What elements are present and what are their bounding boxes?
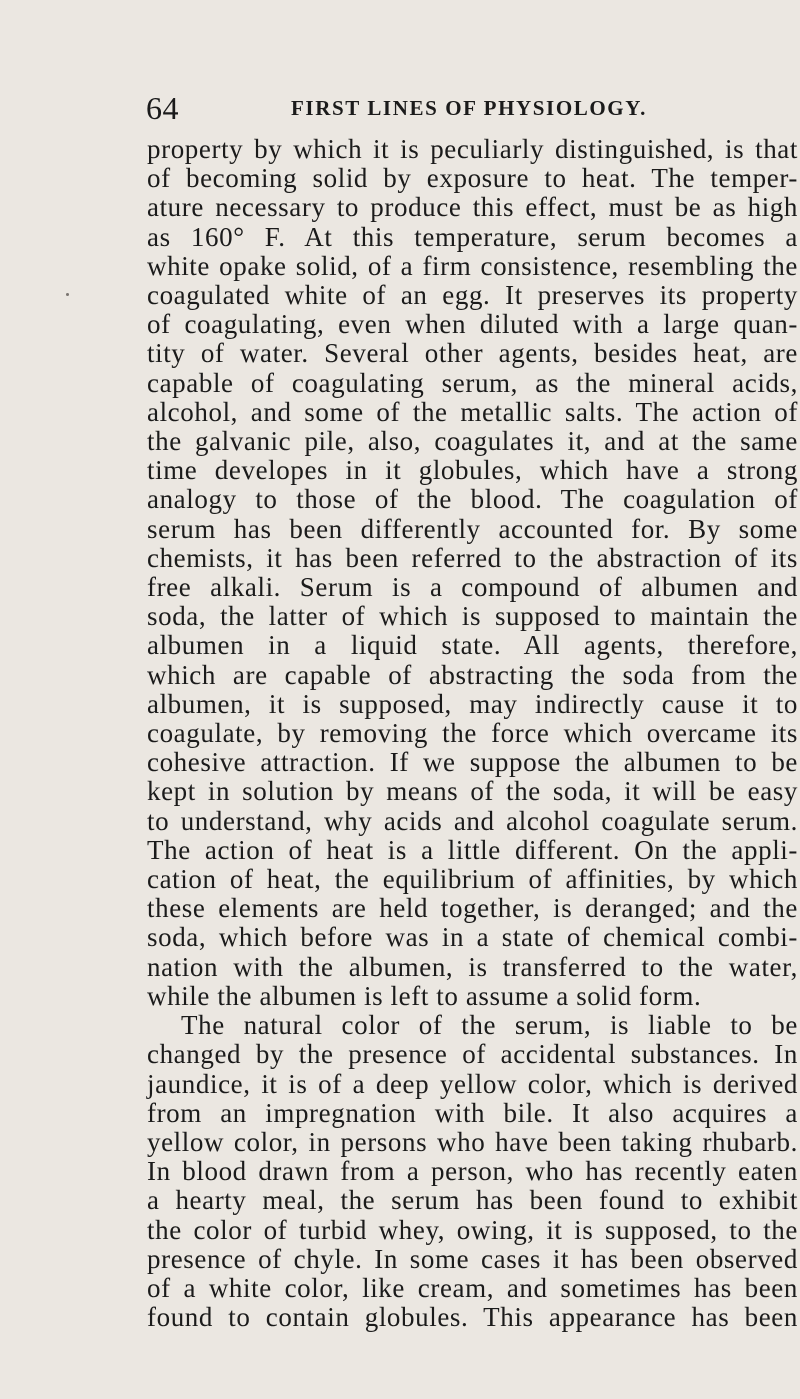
text-line: coagulate, by removing the force which overcame its <box>147 718 798 749</box>
text-line: a hearty meal, the serum has been found to exhibit <box>147 1185 798 1216</box>
text-line: found to contain globules. This appearance has been <box>147 1302 798 1333</box>
text-line: cohesive attraction. If we suppose the albumen to be <box>147 747 798 778</box>
text-line: cation of heat, the equilibrium of affinities, by which <box>147 864 798 895</box>
text-line: ature necessary to produce this effect, must be as high <box>147 192 798 223</box>
text-line: kept in solution by means of the soda, it will be easy <box>147 776 798 807</box>
text-line: serum has been differently accounted for. By some <box>147 513 798 544</box>
page-speck <box>66 293 69 296</box>
text-line: soda, the latter of which is supposed to maintain the <box>147 601 798 632</box>
text-line: which are capable of abstracting the soda from the <box>147 659 798 690</box>
text-line: as 160° F. At this temperature, serum becomes a <box>147 221 798 252</box>
text-line: from an impregnation with bile. It also acquires a <box>147 1097 798 1128</box>
text-line: soda, which before was in a state of chemical combi- <box>147 922 798 953</box>
paragraph-end-line: while the albumen is left to assume a solid form. <box>147 980 702 1011</box>
text-line: of a white color, like cream, and sometimes has been <box>147 1272 798 1303</box>
text-line: In blood drawn from a person, who has recently eaten <box>147 1156 798 1187</box>
text-line: jaundice, it is of a deep yellow color, which is derived <box>147 1068 798 1099</box>
paragraph-start-line: The natural color of the serum, is liable to be <box>181 1010 798 1041</box>
text-line: nation with the albumen, is transferred to the water, <box>147 951 798 982</box>
text-line: free alkali. Serum is a compound of albumen and <box>147 572 798 603</box>
page-number: 64 <box>146 90 179 126</box>
text-line: changed by the presence of accidental substances. In <box>147 1039 798 1070</box>
text-line: presence of chyle. In some cases it has been observed <box>147 1243 798 1274</box>
text-line: yellow color, in persons who have been taking rhubarb. <box>147 1126 798 1157</box>
text-line: The action of heat is a little different. On the appli- <box>147 834 798 865</box>
text-line: the galvanic pile, also, coagulates it, and at the same <box>147 426 798 457</box>
text-line: the color of turbid whey, owing, it is supposed, to the <box>147 1214 798 1245</box>
text-line: alcohol, and some of the metallic salts. The action of <box>147 396 798 427</box>
text-line: white opake solid, of a firm consistence, resembling the <box>147 250 798 281</box>
text-line: time developes in it globules, which have a strong <box>147 455 798 486</box>
body-text <box>147 135 798 1332</box>
text-line: albumen in a liquid state. All agents, therefore, <box>147 630 798 661</box>
text-line: analogy to those of the blood. The coagulation of <box>147 484 798 515</box>
text-line: these elements are held together, is deranged; and the <box>147 893 798 924</box>
text-line: of becoming solid by exposure to heat. The temper- <box>147 163 798 194</box>
text-line: albumen, it is supposed, may indirectly cause it to <box>147 688 798 719</box>
text-line: capable of coagulating serum, as the mineral acids, <box>147 367 798 398</box>
page-header <box>146 90 796 130</box>
text-line: property by which it is peculiarly distinguished, is that <box>147 134 798 164</box>
text-line: coagulated white of an egg. It preserves its property <box>147 280 798 311</box>
text-line: chemists, it has been referred to the abstraction of its <box>147 542 798 573</box>
text-line: of coagulating, even when diluted with a large quan- <box>147 309 798 340</box>
running-head: FIRST LINES OF PHYSIOLOGY. <box>291 96 647 120</box>
text-line: to understand, why acids and alcohol coagulate serum. <box>147 805 798 836</box>
text-line: tity of water. Several other agents, besides heat, are <box>147 338 798 369</box>
